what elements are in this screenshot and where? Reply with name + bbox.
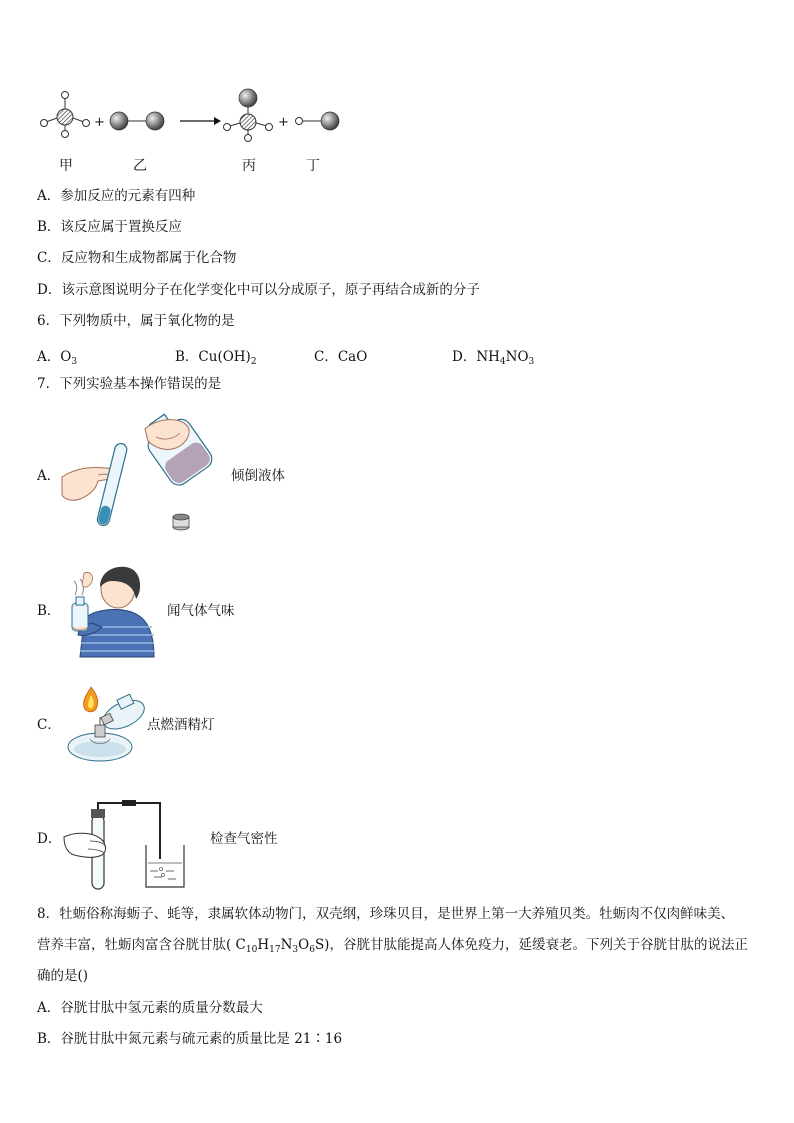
pouring-liquid-illustration xyxy=(60,407,220,532)
q8-option-a: A．谷胱甘肽中氢元素的质量分数最大 xyxy=(37,1000,263,1016)
molecule-ding xyxy=(296,112,340,130)
molecule-yi xyxy=(110,112,164,130)
q7-b-caption: 闻气体气味 xyxy=(167,603,235,619)
q6-options xyxy=(37,345,557,367)
svg-text:+: + xyxy=(94,115,105,130)
q5-option-d: D．该示意图说明分子在化学变化中可以分成原子，原子再结合成新的分子 xyxy=(37,282,480,298)
label-yi: 乙 xyxy=(133,158,147,174)
label-ding: 丁 xyxy=(306,158,320,174)
q6-option-a: A．$O_3$ xyxy=(37,349,78,367)
label-bing: 丙 xyxy=(242,158,256,174)
q7-c-letter: C． xyxy=(37,717,61,733)
reaction-arrow xyxy=(180,117,221,125)
q7-c-caption: 点燃酒精灯 xyxy=(147,717,215,733)
q7-d-caption: 检查气密性 xyxy=(210,831,278,847)
q5-option-b: B．该反应属于置换反应 xyxy=(37,219,182,235)
q7-a-caption: 倾倒液体 xyxy=(231,468,285,484)
svg-text:+: + xyxy=(278,115,289,130)
molecule-jia xyxy=(41,92,90,138)
label-jia: 甲 xyxy=(59,158,73,174)
q7-b-letter: B． xyxy=(37,603,61,619)
q6-option-c: C．CaO xyxy=(314,349,368,365)
smelling-gas-illustration xyxy=(62,561,158,659)
q8-line-2: 营养丰富，牡蛎肉富含谷胱甘肽( $C_{10}H_{17}N_3O_6S$)，谷胱甘肽能提高人体免疫力，延缓衰老。下列关于谷胱甘肽的说法正 xyxy=(37,937,748,955)
reaction-diagram xyxy=(37,85,357,147)
airtightness-check-illustration xyxy=(62,797,194,893)
q5-option-c: C．反应物和生成物都属于化合物 xyxy=(37,250,237,266)
q8-line-3: 确的是() xyxy=(37,968,89,984)
q5-option-a: A．参加反应的元素有四种 xyxy=(37,188,196,204)
q8-option-b: B．谷胱甘肽中氮元素与硫元素的质量比是 21∶16 xyxy=(37,1031,343,1047)
q8-line-1: 8．牡蛎俗称海蛎子、蚝等，隶属软体动物门，双壳纲，珍珠贝目，是世界上第一大养殖贝类。牡蛎肉不仅肉鲜味美、 xyxy=(37,906,735,922)
q7-a-letter: A． xyxy=(37,468,61,484)
q6-option-b: B．$Cu(OH)_2$ xyxy=(175,349,257,367)
lighting-alcohol-lamp-illustration xyxy=(62,681,152,769)
q7-d-letter: D． xyxy=(37,831,62,847)
q7-stem: 7．下列实验基本操作错误的是 xyxy=(37,376,222,392)
q6-stem: 6．下列物质中，属于氧化物的是 xyxy=(37,313,235,329)
molecule-bing xyxy=(224,89,273,142)
q6-option-d: D．$NH_4NO_3$ xyxy=(452,349,535,367)
